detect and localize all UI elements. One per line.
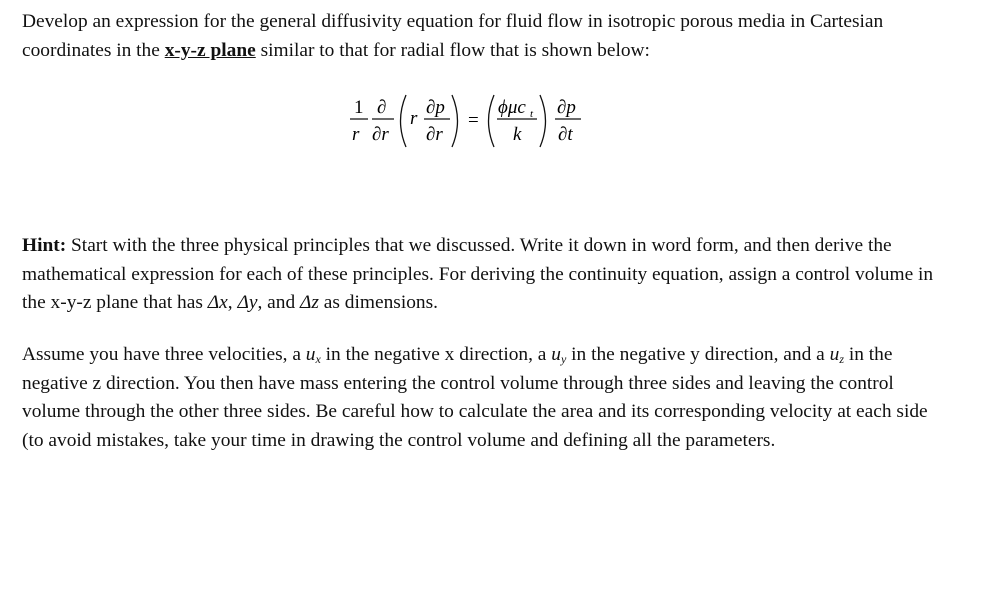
eq-paren-right-1 (452, 95, 458, 147)
hint-sep-2: , and (257, 292, 301, 313)
eq-dr-2: ∂r (426, 124, 443, 145)
eq-r-inner: r (410, 108, 418, 129)
hint-label: Hint: (22, 235, 67, 256)
assume-text-4: in the negative z direction. You then have mass entering the control volume through three sides and leaving the control volume through the other three sides. Be careful how to calculate the area and its corresponding velocity at each side (to avoid mistakes, take your time in drawing the control volume and defining all the parameters. (22, 344, 928, 451)
xyz-plane-emphasis: x-y-z plane (164, 39, 256, 61)
velocity-ux-sub: x (315, 352, 321, 366)
intro-text-pre: Develop an expression for the general diffusivity equation for fluid flow in isotropic porous media in Cartesian coordinates in the (22, 11, 884, 61)
hint-text-2: as dimensions. (318, 292, 438, 313)
delta-y: Δy (237, 292, 258, 313)
velocity-ux: u (305, 344, 316, 365)
hint-sep-1: , (227, 292, 238, 313)
radial-diffusivity-equation (346, 88, 606, 158)
assume-text-1: Assume you have three velocities, a (22, 344, 306, 365)
assume-text-2: in the negative x direction, a (320, 344, 552, 365)
intro-text-post: similar to that for radial flow that is shown below: (255, 39, 650, 61)
eq-partial: ∂ (377, 97, 387, 118)
question-intro (22, 8, 942, 65)
eq-dp-1: ∂p (426, 97, 445, 118)
delta-z: Δz (300, 292, 319, 313)
assume-paragraph (22, 341, 942, 455)
eq-paren-right-2 (540, 95, 546, 147)
assume-text-3: in the negative y direction, and a (566, 344, 830, 365)
hint-text-1: Start with the three physical principles that we discussed. Write it down in word form, and then derive the mathematical expression for each of these principles. For deriving the continuity equation, assign a control volume in the x-y-z plane that has (22, 235, 934, 313)
delta-x: Δx (207, 292, 228, 313)
velocity-uz-sub: z (839, 352, 844, 366)
eq-t-subscript: t (530, 108, 534, 120)
eq-r: r (352, 124, 360, 145)
eq-dr-1: ∂r (372, 124, 389, 145)
velocity-uz: u (829, 344, 840, 365)
eq-one: 1 (354, 97, 364, 118)
eq-equals: = (468, 110, 479, 131)
eq-paren-left-2 (489, 95, 495, 147)
eq-paren-left-1 (401, 95, 407, 147)
eq-dp-2: ∂p (557, 97, 576, 118)
eq-phi-mu-c: ϕμc (498, 97, 526, 118)
velocity-uy-sub: y (560, 352, 567, 366)
eq-dt: ∂t (558, 124, 573, 145)
hint-paragraph (22, 232, 942, 318)
velocity-uy: u (551, 344, 561, 365)
eq-k: k (513, 124, 522, 145)
